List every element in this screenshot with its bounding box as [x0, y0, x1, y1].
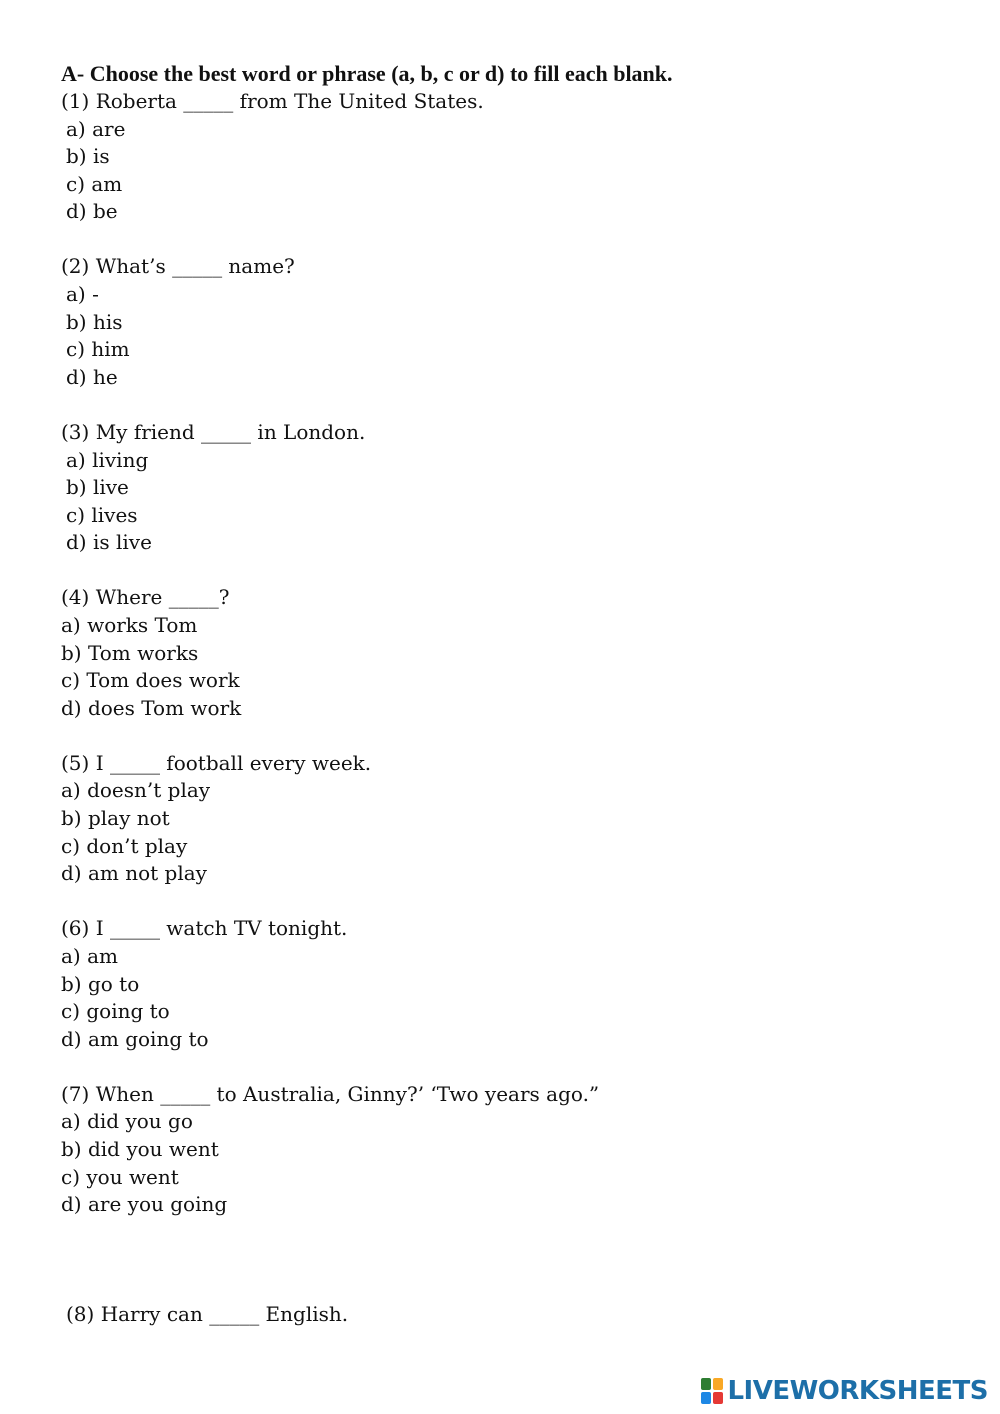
question-5 — [61, 750, 961, 888]
option-d[interactable]: d) does Tom work — [61, 695, 242, 720]
question-text: (6) I _____ watch TV tonight. — [61, 916, 348, 941]
option-c[interactable]: c) Tom does work — [61, 668, 240, 693]
question-1 — [61, 88, 961, 226]
logo-square-green — [701, 1378, 711, 1390]
question-text: (7) When _____ to Australia, Ginny?’ ‘Two years ago.” — [61, 1081, 600, 1106]
liveworksheets-logo-icon — [701, 1378, 723, 1404]
question-text: (8) Harry can _____ English. — [66, 1301, 349, 1326]
question-text: (2) What’s _____ name? — [61, 254, 295, 279]
option-c[interactable]: c) am — [66, 171, 123, 196]
option-d[interactable]: d) he — [66, 364, 118, 389]
instructions-heading: A- Choose the best word or phrase (a, b, c or d) to fill each blank. — [61, 61, 673, 86]
logo-square-yellow — [713, 1378, 723, 1390]
option-a[interactable]: a) doesn’t play — [61, 778, 211, 803]
option-a[interactable]: a) did you go — [61, 1109, 193, 1134]
option-b[interactable]: b) is — [66, 144, 110, 169]
option-b[interactable]: b) his — [66, 309, 123, 334]
option-c[interactable]: c) you went — [61, 1164, 179, 1189]
option-b[interactable]: b) live — [66, 475, 129, 500]
question-text: (1) Roberta _____ from The United States. — [61, 89, 484, 113]
option-d[interactable]: d) is live — [66, 530, 152, 555]
option-b[interactable]: b) play not — [61, 806, 170, 831]
question-8 — [61, 1301, 961, 1329]
option-b[interactable]: b) did you went — [61, 1137, 219, 1161]
option-a[interactable]: a) works Tom — [61, 613, 198, 637]
option-c[interactable]: c) going to — [61, 999, 170, 1024]
option-b[interactable]: b) go to — [61, 971, 140, 996]
option-a[interactable]: a) - — [66, 282, 99, 307]
option-c[interactable]: c) him — [66, 337, 130, 362]
question-3 — [61, 419, 961, 557]
question-2 — [61, 253, 961, 391]
option-d[interactable]: d) am going to — [61, 1026, 209, 1051]
option-a[interactable]: a) living — [66, 447, 149, 472]
question-4 — [61, 584, 961, 722]
question-7 — [61, 1081, 961, 1219]
option-d[interactable]: d) be — [66, 199, 118, 224]
logo-square-blue — [701, 1392, 711, 1404]
option-d[interactable]: d) are you going — [61, 1192, 228, 1217]
liveworksheets-logo — [701, 1374, 988, 1408]
logo-square-red — [713, 1392, 723, 1404]
question-6 — [61, 915, 961, 1053]
question-text: (3) My friend _____ in London. — [61, 419, 366, 444]
option-a[interactable]: a) are — [66, 116, 126, 141]
worksheet — [61, 60, 961, 1328]
question-text: (5) I _____ football every week. — [61, 750, 372, 775]
option-a[interactable]: a) am — [61, 943, 118, 968]
liveworksheets-logo-text: LIVEWORKSHEETS — [727, 1376, 988, 1406]
option-d[interactable]: d) am not play — [61, 861, 207, 886]
option-c[interactable]: c) lives — [66, 502, 138, 527]
option-b[interactable]: b) Tom works — [61, 640, 199, 665]
question-text: (4) Where _____? — [61, 585, 230, 610]
option-c[interactable]: c) don’t play — [61, 833, 188, 858]
